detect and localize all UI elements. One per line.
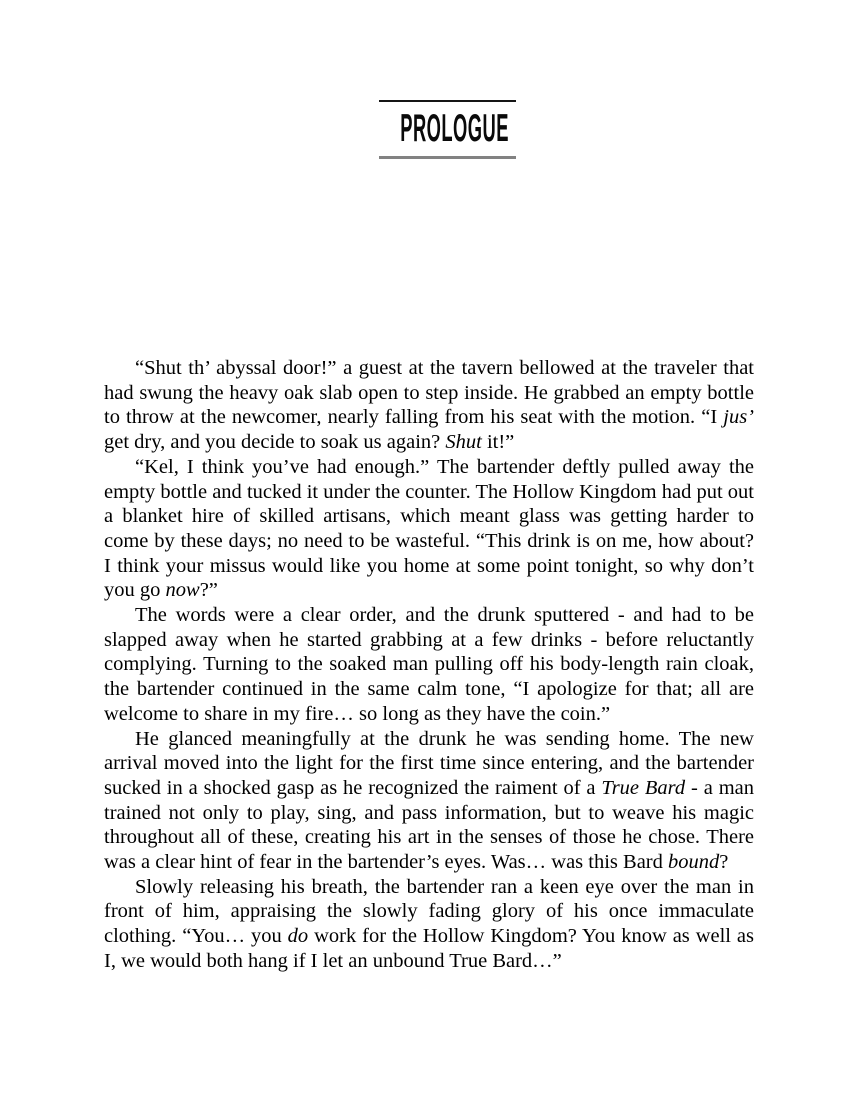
paragraph xyxy=(104,875,754,974)
text-segment: “Kel, I think you’ve had enough.” The bartender deftly pulled away the empty bottle and tucked it under the counter. The Hollow Kingdom had put out a blanket hire of skilled artisans, which meant glass was getting harder to come by these days; no need to be wasteful. “This drink is on me, how about? I think your missus would like you home at some point tonight, so why don’t you go xyxy=(104,455,754,602)
paragraph xyxy=(104,356,754,455)
text-segment: The words were a clear order, and the drunk sputtered - and had to be slapped away when he started grabbing at a few drinks - before reluctantly complying. Turning to the soaked man pulling off his body-length rain cloak, the bartender continued in the same calm tone, “I apologize for that; all are welcome to share in my fire… so long as they have the coin.” xyxy=(104,604,754,725)
chapter-title xyxy=(379,102,516,156)
chapter-body xyxy=(104,356,754,974)
italic-text-segment: do xyxy=(287,925,309,948)
text-segment: “Shut th’ abyssal door!” a guest at the tavern bellowed at the traveler that had swung the heavy oak slab open to step inside. He grabbed an empty bottle to throw at the newcomer, nearly falling from his seat with the motion. “I xyxy=(104,357,754,429)
heading-rule-bottom xyxy=(379,156,516,159)
italic-text-segment: jus’ xyxy=(723,406,754,429)
text-segment: ? xyxy=(719,851,729,874)
text-segment: it!” xyxy=(481,431,515,454)
italic-text-segment: Shut xyxy=(445,431,482,454)
text-segment: He glanced meaningfully at the drunk he was sending home. The new arrival moved into the light for the first time since entering, and the bartender sucked in a shocked gasp as he recognized the raiment of a xyxy=(104,727,754,799)
paragraph xyxy=(104,603,754,727)
chapter-title-text: PROLOGUE xyxy=(400,107,509,150)
paragraph xyxy=(104,727,754,875)
text-segment: work for the Hollow Kingdom? You know as well as I, we would both hang if I let an unbound True Bard…” xyxy=(104,925,754,972)
chapter-heading xyxy=(379,100,516,159)
text-segment: ?” xyxy=(199,579,218,602)
text-segment: Slowly releasing his breath, the bartender ran a keen eye over the man in front of him, appraising the slowly fading glory of his once immaculate clothing. “You… you xyxy=(104,875,754,948)
italic-text-segment: True Bard xyxy=(601,776,686,799)
italic-text-segment: bound xyxy=(668,851,720,874)
paragraph xyxy=(104,455,754,603)
text-segment: - a man trained not only to play, sing, and pass information, but to weave his magic throughout all of these, creating his art in the senses of those he chose. There was a clear hint of fear in the bartender’s eyes. Was… was this Bard xyxy=(104,776,754,874)
text-segment: get dry, and you decide to soak us again? xyxy=(104,431,446,454)
italic-text-segment: now xyxy=(165,579,200,602)
